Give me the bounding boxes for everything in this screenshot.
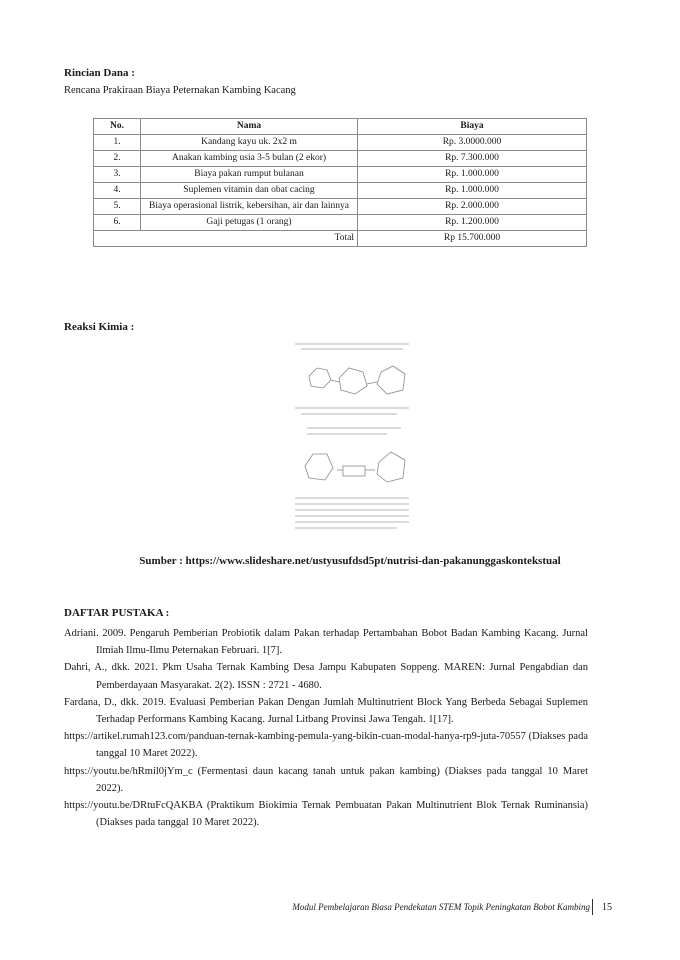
page-number: 15 (602, 902, 612, 913)
row-biaya: Rp. 1.000.000 (358, 183, 587, 199)
table-row (94, 215, 587, 231)
row-biaya: Rp. 7.300.000 (358, 151, 587, 167)
list-item: https://artikel.rumah123.com/panduan-ternak-kambing-pemula-yang-bikin-cuan-modal-hanya-rp9-juta-70557 (Diakses pada tanggal 10 Maret 2022). (64, 731, 588, 760)
header-no: No. (94, 119, 141, 135)
header-biaya: Biaya (358, 119, 587, 135)
total-value: Rp 15.700.000 (358, 231, 587, 247)
row-no: 1. (94, 135, 141, 151)
total-label: Total (94, 231, 358, 247)
row-nama: Gaji petugas (1 orang) (141, 215, 358, 231)
list-item: Adriani. 2009. Pengaruh Pemberian Probiotik dalam Pakan terhadap Pertambahan Bobot Badan Kambing Kacang. Jurnal Ilmiah Ilmu-Ilmu Peternakan Februari. 1[7]. (64, 628, 588, 657)
row-biaya: Rp. 1.000.000 (358, 167, 587, 183)
figure-source: Sumber : https://www.slideshare.net/ustyusufdsd5pt/nutrisi-dan-pakanunggaskontekstual (139, 555, 561, 567)
table-header-row (94, 119, 587, 135)
table-row (94, 199, 587, 215)
row-biaya: Rp. 1.200.000 (358, 215, 587, 231)
row-no: 5. (94, 199, 141, 215)
row-no: 3. (94, 167, 141, 183)
footer-divider (592, 899, 593, 915)
row-biaya: Rp. 3.0000.000 (358, 135, 587, 151)
row-no: 2. (94, 151, 141, 167)
reference-list (64, 625, 588, 831)
list-item: Fardana, D., dkk. 2019. Evaluasi Pemberian Pakan Dengan Jumlah Multinutrient Block Yang Berbeda Sebagai Suplemen Terhadap Performans Kambing Kacang. Jurnal Litbang Provinsi Jawa Tengah. 1[17]. (64, 696, 588, 726)
row-nama: Suplemen vitamin dan obat cacing (141, 183, 358, 199)
row-biaya: Rp. 2.000.000 (358, 199, 587, 215)
row-no: 4. (94, 183, 141, 199)
section-title-reaksi: Reaksi Kimia : (64, 321, 135, 333)
row-no: 6. (94, 215, 141, 231)
header-nama: Nama (141, 119, 358, 135)
table-row (94, 135, 587, 151)
section-subtitle: Rencana Prakiraan Biaya Peternakan Kambing Kacang (64, 85, 296, 96)
section-title-rincian: Rincian Dana : (64, 67, 135, 79)
budget-table (93, 118, 587, 247)
table-total-row (94, 231, 587, 247)
row-nama: Anakan kambing usia 3-5 bulan (2 ekor) (141, 151, 358, 167)
list-item: Dahri, A., dkk. 2021. Pkm Usaha Ternak Kambing Desa Jampu Kabupaten Soppeng. MAREN: Jurnal Pengabdian dan Pemberdayaan Masyarakat. 2(2). ISSN : 2721 - 4680. (64, 662, 588, 691)
row-nama: Biaya operasional listrik, kebersihan, air dan lainnya (141, 199, 358, 215)
chemical-reaction-figure (287, 338, 417, 546)
row-nama: Kandang kayu uk. 2x2 m (141, 135, 358, 151)
section-title-pustaka: DAFTAR PUSTAKA : (64, 607, 170, 619)
list-item: https://youtu.be/hRmil0jYm_c (Fermentasi daun kacang tanah untuk pakan kambing) (Diakses pada tanggal 10 Maret 2022). (64, 765, 588, 794)
table-row (94, 183, 587, 199)
table-row (94, 151, 587, 167)
table-row (94, 167, 587, 183)
page-footer: Modul Pembelajaran Biasa Pendekatan STEM Topik Peningkatan Bobot Kambing (292, 902, 590, 912)
list-item: https://youtu.be/DRtuFcQAKBA (Praktikum Biokimia Ternak Pembuatan Pakan Multinutrient Blok Ternak Ruminansia) (Diakses pada tanggal 10 Maret 2022). (64, 800, 588, 829)
row-nama: Biaya pakan rumput bulanan (141, 167, 358, 183)
